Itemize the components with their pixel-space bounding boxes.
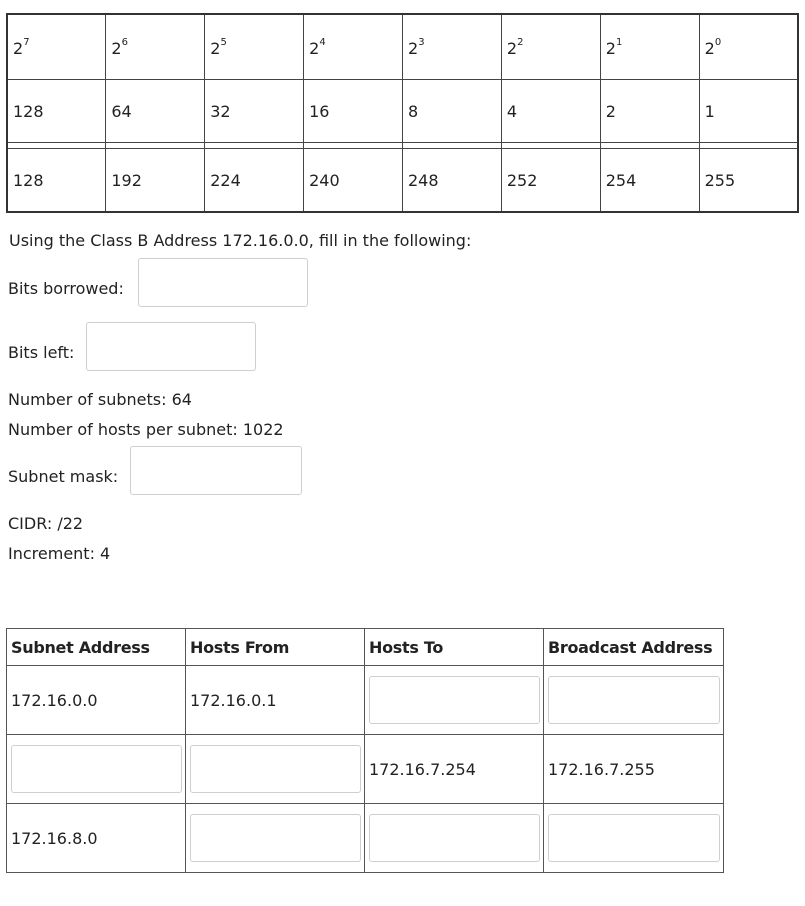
cumulative-cell: 248 — [403, 149, 502, 213]
exponent-cell: $2^1$ — [600, 14, 699, 80]
hosts-from-cell: 172.16.0.1 — [186, 666, 365, 735]
cumulative-cell: 224 — [205, 149, 304, 213]
instructions-text: Using the Class B Address 172.16.0.0, fill in the following: — [9, 231, 472, 250]
value-row — [7, 80, 798, 143]
header-hosts-from: Hosts From — [186, 629, 365, 666]
value-cell: 16 — [304, 80, 403, 143]
exponent-cell: $2^7$ — [7, 14, 106, 80]
subnet-table-header — [7, 629, 724, 666]
subnet-address-cell: 172.16.0.0 — [7, 666, 186, 735]
value-cell: 32 — [205, 80, 304, 143]
value-cell: 2 — [600, 80, 699, 143]
header-subnet-address: Subnet Address — [7, 629, 186, 666]
subnet-address-cell: 172.16.8.0 — [7, 804, 186, 873]
broadcast-address-cell: 172.16.7.255 — [544, 735, 724, 804]
table-row — [7, 666, 724, 735]
broadcast-address-cell — [544, 804, 724, 873]
hosts-from-input[interactable] — [190, 745, 361, 793]
cumulative-row — [7, 149, 798, 213]
hosts-to-cell — [365, 666, 544, 735]
exponent-cell: $2^5$ — [205, 14, 304, 80]
number-of-subnets-text: Number of subnets: 64 — [8, 390, 192, 409]
value-cell: 4 — [501, 80, 600, 143]
bits-left-label: Bits left: — [8, 343, 75, 362]
exponent-cell: $2^4$ — [304, 14, 403, 80]
bits-borrowed-input[interactable] — [138, 258, 308, 307]
exponent-cell: $2^6$ — [106, 14, 205, 80]
cumulative-cell: 255 — [699, 149, 798, 213]
hosts-from-cell — [186, 804, 365, 873]
value-cell: 8 — [403, 80, 502, 143]
subnet-address-cell — [7, 735, 186, 804]
broadcast-address-input[interactable] — [548, 814, 720, 862]
cidr-text: CIDR: /22 — [8, 514, 84, 533]
cumulative-cell: 254 — [600, 149, 699, 213]
hosts-from-cell — [186, 735, 365, 804]
hosts-per-subnet-text: Number of hosts per subnet: 1022 — [8, 420, 284, 439]
broadcast-address-cell — [544, 666, 724, 735]
hosts-to-cell — [365, 804, 544, 873]
bits-borrowed-label: Bits borrowed: — [8, 279, 124, 298]
hosts-to-input[interactable] — [369, 814, 540, 862]
increment-text: Increment: 4 — [8, 544, 111, 563]
exponent-cell: $2^0$ — [699, 14, 798, 80]
exponent-cell: $2^3$ — [403, 14, 502, 80]
broadcast-address-input[interactable] — [548, 676, 720, 724]
value-cell: 64 — [106, 80, 205, 143]
cumulative-cell: 252 — [501, 149, 600, 213]
value-cell: 128 — [7, 80, 106, 143]
exponent-cell: $2^2$ — [501, 14, 600, 80]
hosts-from-input[interactable] — [190, 814, 361, 862]
header-broadcast-address: Broadcast Address — [544, 629, 724, 666]
table-row — [7, 735, 724, 804]
subnet-mask-input[interactable] — [130, 446, 302, 495]
bits-left-input[interactable] — [86, 322, 256, 371]
cumulative-cell: 128 — [7, 149, 106, 213]
header-hosts-to: Hosts To — [365, 629, 544, 666]
powers-of-two-table — [6, 13, 799, 213]
cumulative-cell: 240 — [304, 149, 403, 213]
exponent-row — [7, 14, 798, 80]
value-cell: 1 — [699, 80, 798, 143]
cumulative-cell: 192 — [106, 149, 205, 213]
hosts-to-cell: 172.16.7.254 — [365, 735, 544, 804]
subnet-table — [6, 628, 724, 873]
hosts-to-input[interactable] — [369, 676, 540, 724]
table-row — [7, 804, 724, 873]
subnet-address-input[interactable] — [11, 745, 182, 793]
subnet-mask-label: Subnet mask: — [8, 467, 119, 486]
